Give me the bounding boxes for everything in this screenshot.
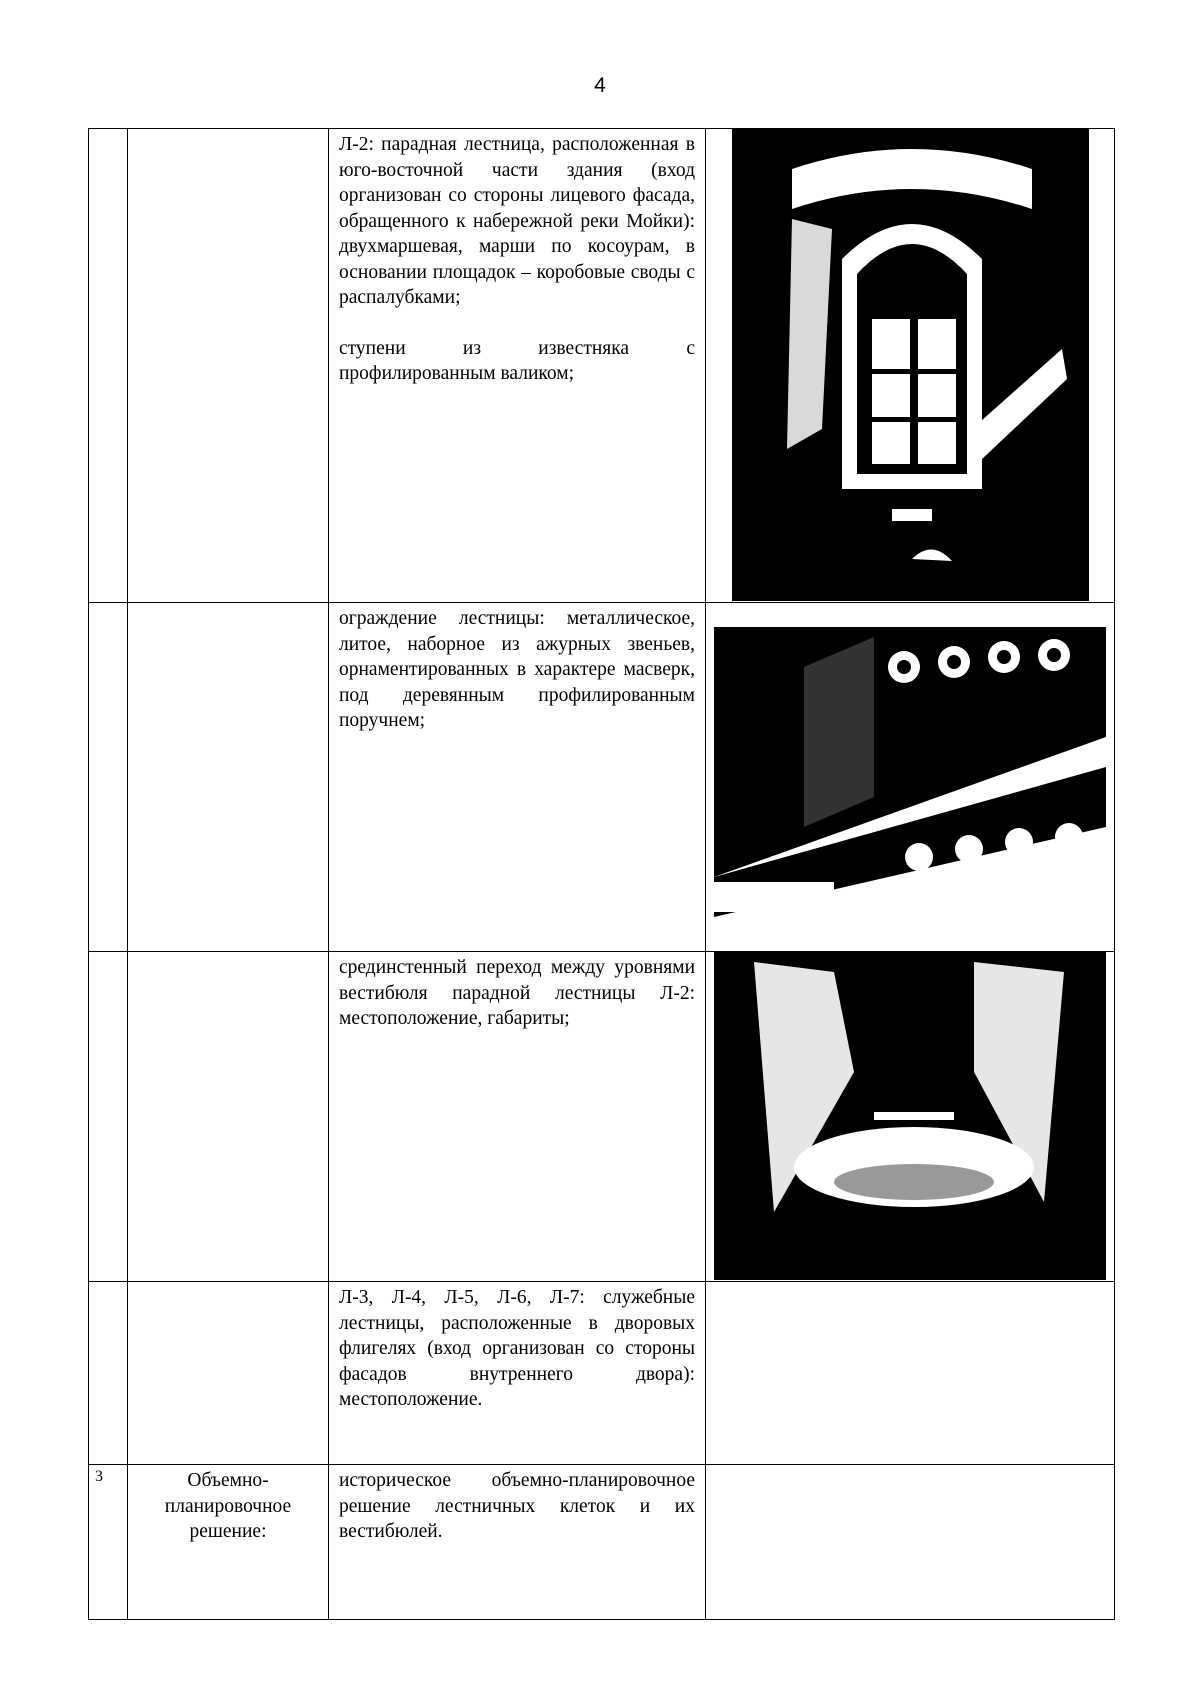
description-cell <box>329 1282 706 1465</box>
staircase-window-photo <box>732 129 1089 601</box>
table-row <box>89 952 1115 1282</box>
railing-photo <box>714 627 1106 917</box>
protection-subject-table <box>88 128 1115 1620</box>
description-cell <box>329 129 706 603</box>
section-cell <box>128 1282 329 1465</box>
description-cell <box>329 952 706 1282</box>
row-number-cell: 3 <box>89 1465 128 1620</box>
section-cell: Объемно-планировочное решение: <box>128 1465 329 1620</box>
photo-cell <box>706 1465 1115 1620</box>
table-row <box>89 129 1115 603</box>
section-cell <box>128 603 329 952</box>
table-row <box>89 603 1115 952</box>
description-paragraph: срединстенный переход между уровнями вестибюля парадной лестницы Л-2: местоположение, габариты; <box>339 957 695 1029</box>
description-paragraph: историческое объемно-планировочное решение лестничных клеток и их вестибюлей. <box>339 1470 695 1542</box>
description-cell <box>329 603 706 952</box>
section-cell <box>128 952 329 1282</box>
description-paragraph: ступени из известняка с профилированным валиком; <box>339 337 695 384</box>
table-row <box>89 1282 1115 1465</box>
description-paragraph: Л-2: парадная лестница, расположенная в юго-восточной части здания (вход организован со стороны лицевого фасада, обращенного к набережной реки Мойки): двухмаршевая, марши по косоурам, в основании площадок – коробовые своды с распалубками; <box>339 134 695 308</box>
photo-cell <box>706 1282 1115 1465</box>
section-cell <box>128 129 329 603</box>
description-cell <box>329 1465 706 1620</box>
photo-cell <box>706 603 1115 952</box>
passage-photo <box>714 952 1106 1280</box>
photo-cell <box>706 129 1115 603</box>
photo-cell <box>706 952 1115 1282</box>
row-number-cell <box>89 1282 128 1465</box>
table-row <box>89 1465 1115 1620</box>
description-paragraph: ограждение лестницы: металлическое, литое, наборное из ажурных звеньев, орнаментированных в характере масверк, под деревянным профилированным поручнем; <box>339 608 695 731</box>
description-paragraph: Л-3, Л-4, Л-5, Л-6, Л-7: служебные лестницы, расположенные в дворовых флигелях (вход организован со стороны фасадов внутреннего двора): местоположение. <box>339 1287 695 1410</box>
page-number: 4 <box>594 74 606 97</box>
row-number-cell <box>89 129 128 603</box>
row-number-cell <box>89 603 128 952</box>
row-number-cell <box>89 952 128 1282</box>
